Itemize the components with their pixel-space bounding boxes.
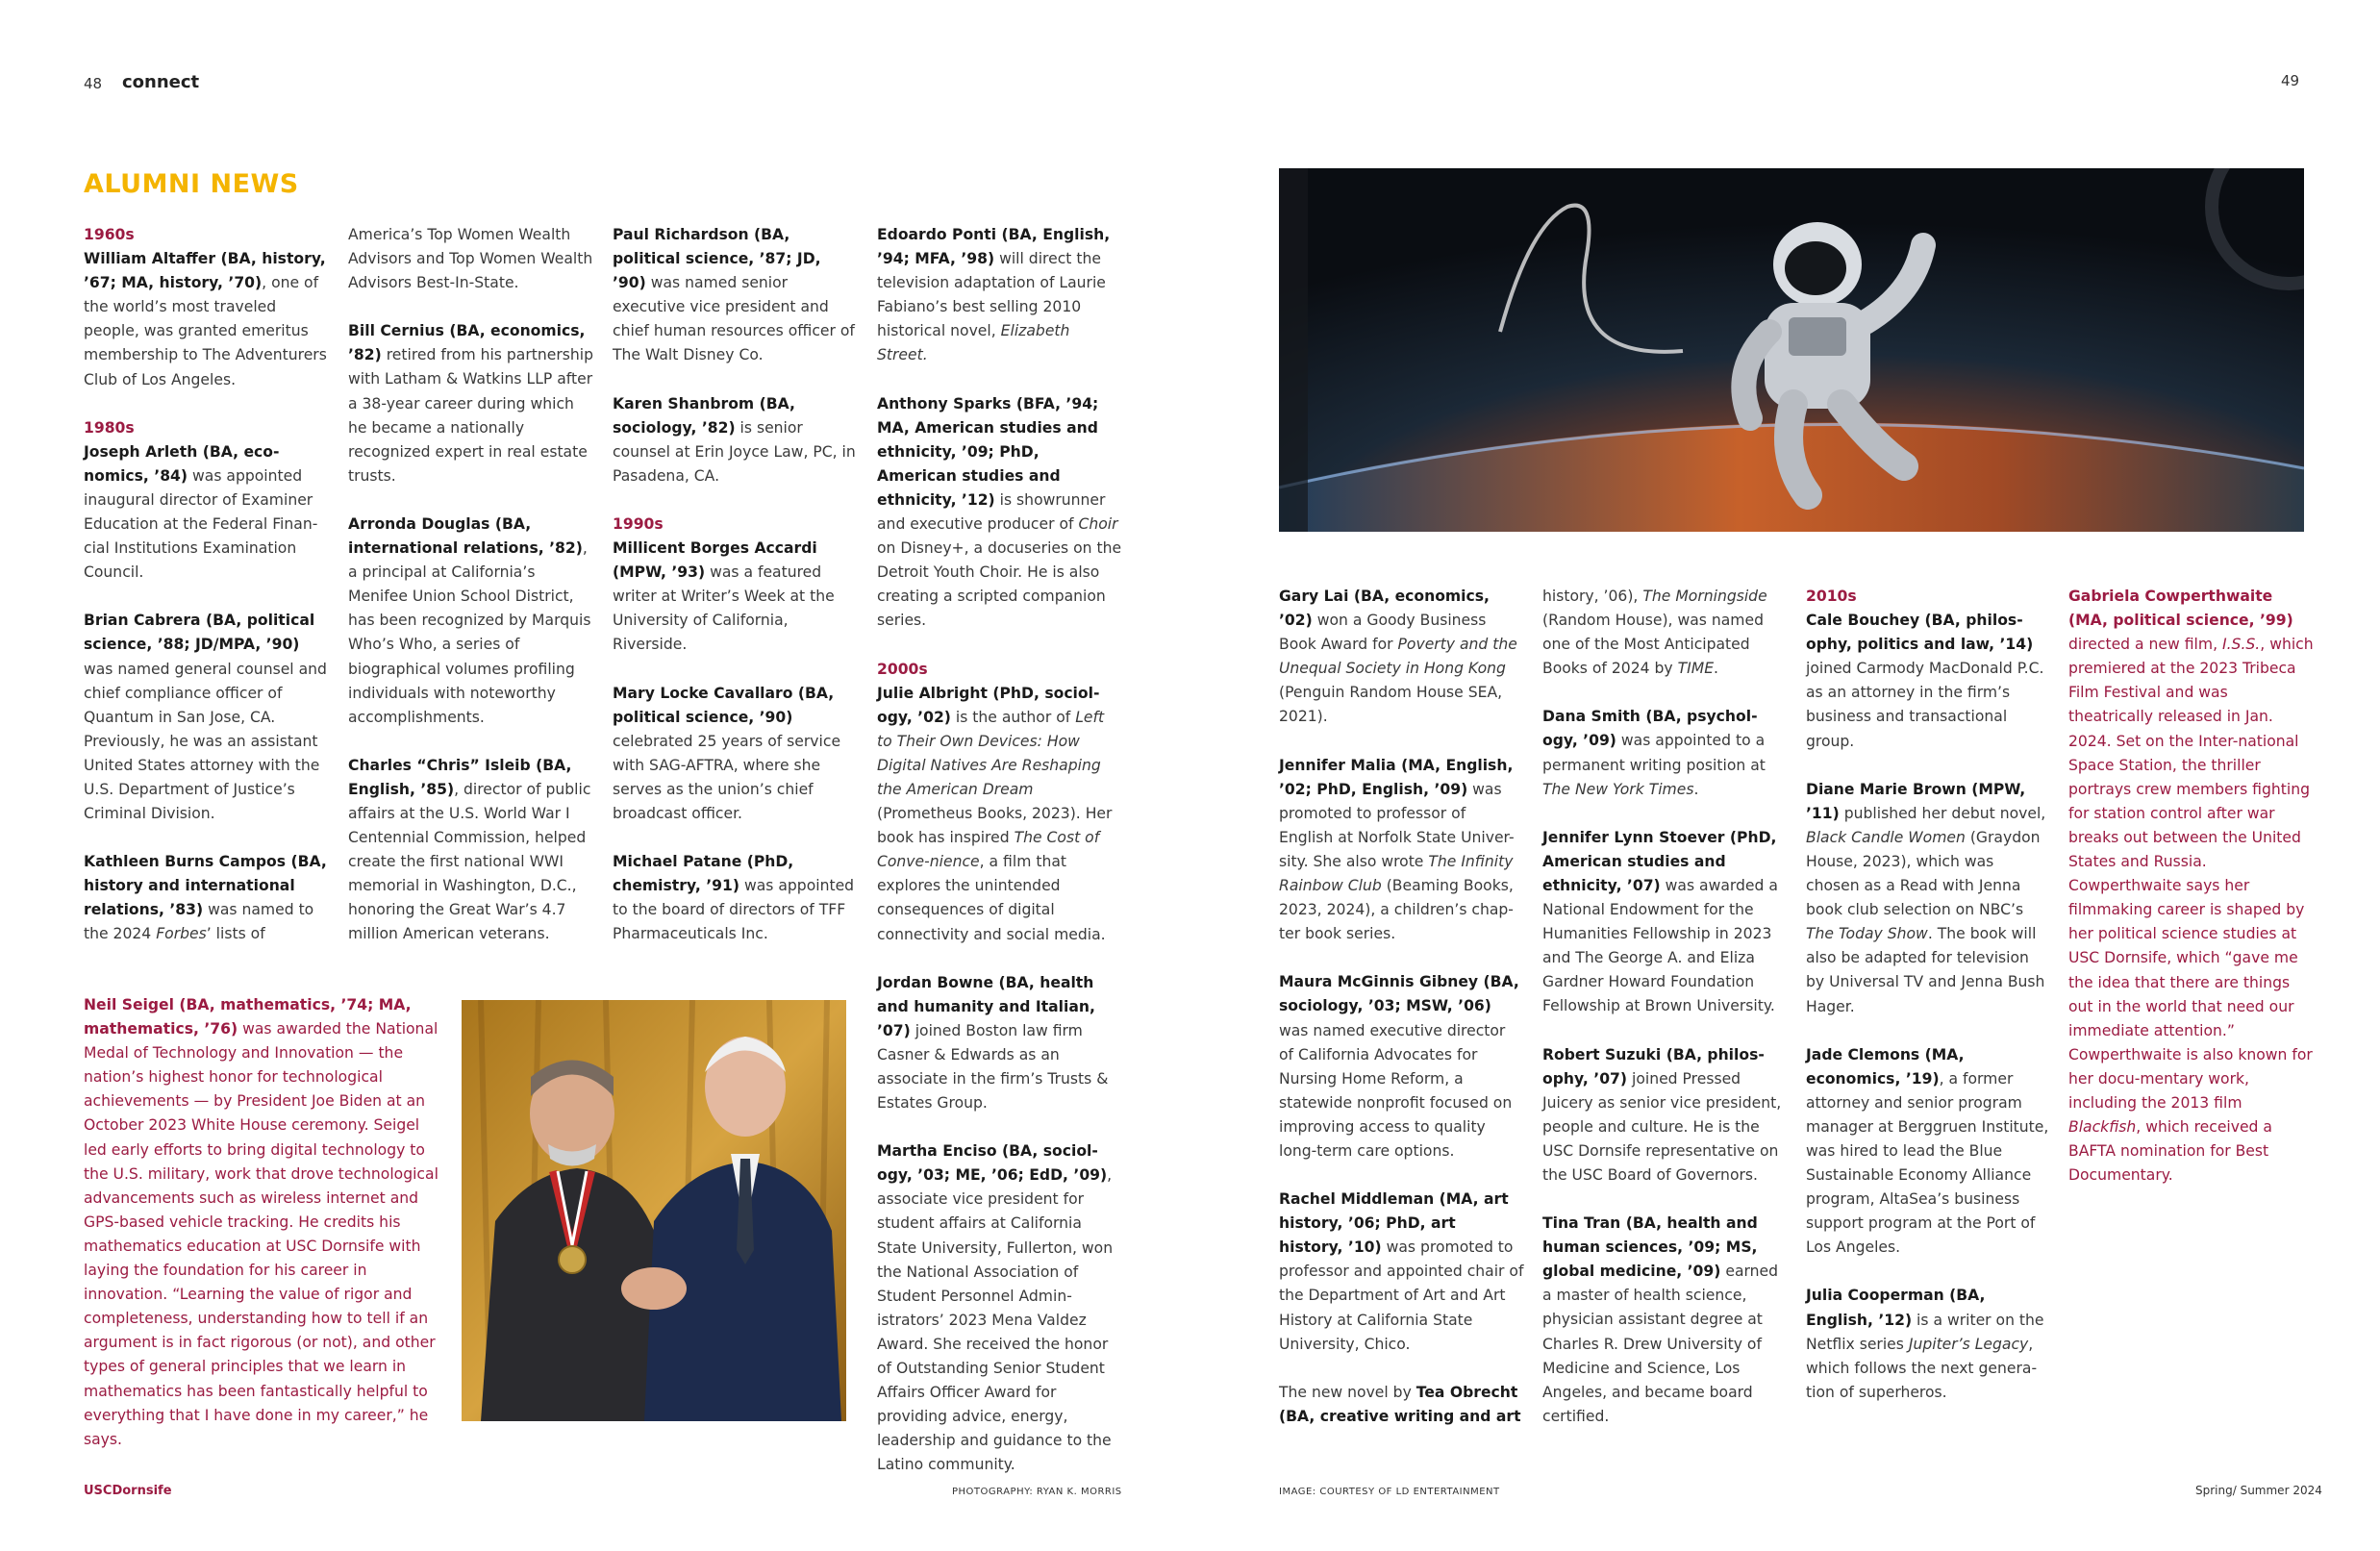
alumni-note: was awarded a National Endowment for the Humanities Fellowship in 2023 and The George A. and Eliza Gardner Howard Foundation Fellowship at Brown University.	[1542, 876, 1778, 1015]
alumni-degree: (BA, political science, ’87; JD, ’90)	[613, 226, 821, 292]
show-title: Choir	[1078, 515, 1118, 534]
column-2	[348, 223, 593, 947]
alumni-degree: (BA, history, ’67; MA, history, ’70)	[84, 250, 326, 292]
decade-heading: 1980s	[84, 418, 135, 437]
alumni-note: , associate vice president for student affairs at California State University, Fullerton, won the National Association of Student Personnel Admin-istrators’ 2023 Mena Valdez Award. She received the honor of Outstanding Senior Student Affairs Officer Award for providing advice, energy, leadership and guidance to the Latino community.	[877, 1166, 1114, 1474]
alumni-name: Anthony Sparks	[877, 394, 1012, 413]
column-7	[1806, 585, 2051, 1405]
alumni-note: joined Carmody MacDonald P.C. as an attorney in the firm’s business and transactional group.	[1806, 660, 2044, 750]
alumni-name: Julie Albright	[877, 684, 988, 702]
publication-title: The New York Times	[1542, 780, 1694, 798]
alumni-degree: (BA, philos-ophy, ’07)	[1542, 1045, 1765, 1088]
film-title: I.S.S.	[2222, 636, 2261, 654]
alumni-degree: (MPW, ’11)	[1806, 780, 2026, 822]
alumni-degree: (BFA, ’94; MA, American studies and ethnicity, ’09; PhD, American studies and ethnicity, ’12)	[877, 394, 1099, 509]
alumni-name: Bill Cernius	[348, 322, 444, 340]
page-title: ALUMNI NEWS	[84, 169, 299, 199]
alumni-note: was promoted to professor of English at Norfolk State Univer-sity. She also wrote	[1279, 780, 1515, 870]
alumni-degree: (MA, economics, ’19)	[1806, 1045, 1965, 1088]
astronaut-image	[1279, 168, 2304, 532]
book-title: Black Candle Women	[1806, 828, 1966, 846]
column-4	[877, 223, 1122, 1478]
alumni-degree: (BA, mathematics, ’74; MA, mathematics, ’76)	[84, 996, 412, 1038]
alumni-note: celebrated 25 years of service with SAG-AFTRA, where she serves as the union’s chief broadcast officer.	[613, 732, 841, 822]
alumni-note: (Random House), was named one of the Most Anticipated Books of 2024 by	[1542, 612, 1764, 678]
alumni-note: retired from his partnership with Latham & Watkins LLP after a 38-year career during which he became a nationally recognized expert in real estate trusts.	[348, 346, 593, 485]
alumni-note: was named to the 2024	[84, 901, 314, 943]
alumni-note: .	[1693, 780, 1699, 798]
alumni-name: Tea Obrecht	[1415, 1383, 1518, 1401]
alumni-degree: (BA, political science, ’88; JD/MPA, ’90)	[84, 612, 315, 654]
image-credit: IMAGE: COURTESY OF LD ENTERTAINMENT	[1279, 1487, 1500, 1497]
alumni-name: Gary Lai	[1279, 588, 1349, 605]
alumni-note: , a film that explores the unintended consequences of digital connectivity and social media.	[877, 853, 1106, 943]
alumni-note: , one of the world’s most traveled people, was granted emeritus membership to The Adventurers Club of Los Angeles.	[84, 274, 327, 388]
alumni-note: directed a new film,	[2068, 636, 2222, 654]
alumni-note: The new novel by	[1279, 1383, 1416, 1401]
alumni-degree: (PhD, American studies and ethnicity, ’07)	[1542, 828, 1777, 894]
alumni-name: Jade Clemons	[1806, 1045, 1920, 1063]
alumni-degree: (BA, economics, ’02)	[1279, 588, 1490, 630]
alumni-name: Diane Marie Brown	[1806, 780, 1967, 798]
alumni-note: is a writer on the Netflix series	[1806, 1311, 2044, 1353]
alumni-name: Paul Richardson	[613, 226, 749, 243]
book-title: The Morningside	[1642, 588, 1767, 605]
alumni-note: was named general counsel and chief compliance officer of Quantum in San Jose, CA. Previously, he was an assistant United States attorney with the U.S. Department of Justice’s Criminal Division.	[84, 660, 327, 823]
alumni-name: Julia Cooperman	[1806, 1287, 1944, 1305]
alumni-note: was awarded the National Medal of Technology and Innovation — the nation’s highest honor for technological achievements — by President Joe Biden at an October 2023 White House ceremony. Seigel led early efforts to bring digital technology to the U.S. military, work that drove technological advancements such as wireless internet and GPS-based vehicle tracking. He credits his mathematics education at USC Dornsife with laying the foundation for his career in innovation. “Learning the value of rigor and completeness, understanding how to tell if an argument is in fact rigorous (or not), and other types of general principles that we learn in mathematics has been fantastically helpful to everything that I have done in my career,” he says.	[84, 1020, 438, 1448]
publication-title: TIME	[1677, 660, 1715, 678]
alumni-name: Jennifer Lynn Stoever	[1542, 828, 1725, 846]
alumni-degree: (BA, health and humanity and Italian, ’07)	[877, 973, 1095, 1039]
alumni-degree: (BA, English, ’94; MFA, ’98)	[877, 226, 1111, 268]
alumni-name: Maura McGinnis Gibney	[1279, 973, 1479, 991]
section-name: connect	[122, 72, 200, 92]
column-6	[1542, 585, 1788, 1429]
decade-heading: 1960s	[84, 226, 135, 243]
alumni-note: was appointed inaugural director of Examiner Education at the Federal Finan-cial Institutions Examination Council.	[84, 466, 318, 582]
alumni-note: history, ’06),	[1542, 588, 1643, 605]
alumni-name: Brian Cabrera	[84, 612, 201, 630]
book-title: The Infinity Rainbow Club	[1279, 852, 1514, 895]
alumni-degree: (BA, English, ’85)	[348, 756, 572, 798]
alumni-name: Rachel Middleman	[1279, 1190, 1435, 1209]
page-number-left: 48	[84, 75, 103, 92]
alumni-name: Millicent Borges Accardi	[613, 539, 817, 558]
alumni-note: was promoted to professor and appointed chair of the Department of Art and Art History at California State University, Chico.	[1279, 1238, 1524, 1353]
alumni-note: is showrunner and executive producer of	[877, 490, 1106, 534]
alumni-note: joined Pressed Juicery as senior vice president, people and culture. He is the USC Dornsife representative on the USC Board of Governors.	[1542, 1069, 1782, 1184]
decade-heading: 1990s	[613, 514, 664, 533]
alumni-name: Gabriela Cowperthwaite	[2068, 588, 2273, 605]
alumni-name: Michael Patane	[613, 853, 742, 871]
show-title: The Today Show	[1806, 925, 1928, 943]
alumni-name: Arronda Douglas	[348, 514, 490, 533]
alumni-note: is senior counsel at Erin Joyce Law, PC, in Pasadena, CA.	[613, 418, 856, 485]
alumni-name: Mary Locke Cavallaro	[613, 684, 793, 702]
alumni-name: Martha Enciso	[877, 1142, 997, 1161]
alumni-note: America’s Top Women Wealth Advisors and Top Women Wealth Advisors Best-In-State.	[348, 226, 593, 292]
alumni-name: Tina Tran	[1542, 1214, 1621, 1233]
alumni-name: Joseph Arleth	[84, 442, 198, 461]
alumni-note: (Graydon House, 2023), which was chosen as a Read with Jenna book club selection on NBC’s	[1806, 828, 2041, 919]
alumni-note: , which follows the next genera-tion of superheros.	[1806, 1335, 2038, 1401]
column-3	[613, 223, 858, 946]
alumni-degree: (BA, economics, ’82)	[348, 322, 586, 364]
alumni-degree: (BA, philos-ophy, politics and law, ’14)	[1806, 612, 2034, 654]
alumni-note: (Beaming Books, 2023, 2024), a children’s chap-ter book series.	[1279, 877, 1514, 943]
alumni-note: .	[1714, 660, 1719, 678]
alumni-note: published her debut novel,	[1839, 804, 2046, 822]
alumni-degree: (PhD, chemistry, ’91)	[613, 853, 794, 895]
book-title: Left to Their Own Devices: How Digital Natives Are Reshaping the American Dream	[877, 708, 1105, 798]
column-5	[1279, 585, 1524, 1429]
alumni-degree: (BA, sociol-ogy, ’03; ME, ’06; EdD, ’09)	[877, 1142, 1108, 1185]
alumni-note: on Disney+, a docuseries on the Detroit Youth Choir. He is also creating a scripted companion series.	[877, 539, 1122, 630]
usc-dornsife-logo: USCDornsife	[84, 1484, 172, 1498]
alumni-note: , a principal at California’s Menifee Union School District, has been recognized by Marquis Who’s Who, a series of biographical volumes profiling individuals with noteworthy accomplishments.	[348, 539, 591, 726]
publication-title: Forbes	[156, 925, 207, 943]
alumni-degree: (PhD, sociol-ogy, ’02)	[877, 684, 1100, 726]
show-title: Jupiter’s Legacy	[1908, 1335, 2029, 1353]
alumni-note: was appointed to a permanent writing position at	[1542, 732, 1766, 774]
alumni-note: is the author of	[950, 708, 1076, 726]
alumni-degree: (BA, psychol-ogy, ’09)	[1542, 708, 1758, 750]
alumni-degree: (BA, health and human sciences, ’09; MS, global medicine, ’09)	[1542, 1214, 1758, 1281]
alumni-degree: (MA, art history, ’06; PhD, art history, ’10)	[1279, 1190, 1509, 1257]
alumni-note: was appointed to the board of directors of TFF Pharmaceuticals Inc.	[613, 877, 855, 943]
alumni-note: joined Boston law firm Casner & Edwards as an associate in the firm’s Trusts & Estates Group.	[877, 1021, 1109, 1113]
alumni-name: William Altaffer	[84, 250, 216, 268]
photo-credit: PHOTOGRAPHY: RYAN K. MORRIS	[952, 1487, 1122, 1497]
alumni-name: Jordan Bowne	[877, 973, 994, 991]
alumni-note: , a former attorney and senior program manager at Berggruen Institute, was hired to lead the Blue Sustainable Economy Alliance program, AltaSea’s business support program at the Port of Los Angeles.	[1806, 1069, 2049, 1257]
alumni-degree: (BA, eco-nomics, ’84)	[84, 442, 280, 485]
book-title: Elizabeth Street.	[877, 322, 1070, 364]
alumni-note: will direct the television adaptation of Laurie Fabiano’s best selling 2010 historical novel,	[877, 250, 1106, 340]
decade-heading: 2000s	[877, 660, 928, 678]
alumni-name: Dana Smith	[1542, 708, 1641, 726]
alumni-note: , which received a BAFTA nomination for Best Documentary.	[2068, 1118, 2272, 1185]
alumni-name: Jennifer Malia	[1279, 756, 1396, 774]
alumni-name: Charles “Chris” Isleib	[348, 756, 531, 774]
alumni-note: was named executive director of California Advocates for Nursing Home Reform, a statewide nonprofit focused on improving access to quality long-term care options.	[1279, 1021, 1513, 1160]
issue-label: Spring/ Summer 2024	[2195, 1484, 2322, 1497]
alumni-note: was named senior executive vice president and chief human resources officer of The Walt Disney Co.	[613, 274, 855, 364]
alumni-name: Karen Shanbrom	[613, 394, 755, 413]
alumni-degree: (BA, sociology, ’82)	[613, 394, 795, 437]
alumni-note: , director of public affairs at the U.S. World War I Centennial Commission, helped create the first national WWI memorial in Washington, D.C., honoring the Great War’s 4.7 million American veterans.	[348, 780, 591, 943]
alumni-degree: (MA, English, ’02; PhD, English, ’09)	[1279, 756, 1514, 798]
alumni-note: was a featured writer at Writer’s Week at the University of California, Riverside.	[613, 563, 835, 654]
alumni-note: (Penguin Random House SEA, 2021).	[1279, 684, 1503, 726]
alumni-note: . The book will also be adapted for television by Universal TV and Jenna Bush Hager.	[1806, 925, 2045, 1015]
decade-heading: 2010s	[1806, 588, 1857, 605]
book-title: Poverty and the Unequal Society in Hong Kong	[1279, 636, 1517, 678]
alumni-degree: (BA, international relations, ’82)	[348, 514, 583, 558]
alumni-note: , which premiered at the 2023 Tribeca Film Festival and was theatrically released in Jan. 2024. Set on the Inter-national Space Station, the thriller portrays crew members fighting for station control after war breaks out between the United States and Russia. Cowperthwaite says her filmmaking career is shaped by her political science studies at USC Dornsife, which “gave me the idea that there are things out in the world that need our immediate attention.” Cowperthwaite is also known for her docu-mentary work, including the 2013 film	[2068, 636, 2314, 1112]
alumni-note: won a Goody Business Book Award for	[1279, 612, 1487, 654]
alumni-degree: (BA, sociology, ’03; MSW, ’06)	[1279, 973, 1519, 1015]
page-number-right: 49	[2281, 72, 2300, 89]
alumni-name: Neil Seigel	[84, 996, 174, 1013]
alumni-degree: (BA, English, ’12)	[1806, 1287, 1986, 1329]
alumni-degree: (BA, history and international relations, ’83)	[84, 853, 327, 919]
alumni-degree: (MPW, ’93)	[613, 563, 706, 582]
film-title: The Cost of Conve-nience	[877, 829, 1100, 871]
alumni-degree: (BA, creative writing and art	[1279, 1407, 1521, 1425]
alumni-name: Edoardo Ponti	[877, 226, 997, 243]
award-photo	[462, 1000, 846, 1421]
alumni-note: ’ lists of	[206, 925, 265, 943]
feature-story	[84, 993, 439, 1452]
alumni-name: Kathleen Burns Campos	[84, 853, 287, 871]
alumni-degree: (MA, political science, ’99)	[2068, 612, 2293, 630]
alumni-note: earned a master of health science, physician assistant degree at Charles R. Drew University of Medicine and Science, Los Angeles, and became board certified.	[1542, 1263, 1779, 1425]
alumni-degree: (BA, political science, ’90)	[613, 684, 835, 726]
alumni-name: Robert Suzuki	[1542, 1045, 1662, 1063]
column-1	[84, 223, 329, 947]
alumni-note: (Prometheus Books, 2023). Her book has inspired	[877, 805, 1113, 847]
column-8	[2068, 585, 2314, 1188]
alumni-name: Cale Bouchey	[1806, 612, 1920, 630]
film-title: Blackfish	[2068, 1118, 2137, 1137]
